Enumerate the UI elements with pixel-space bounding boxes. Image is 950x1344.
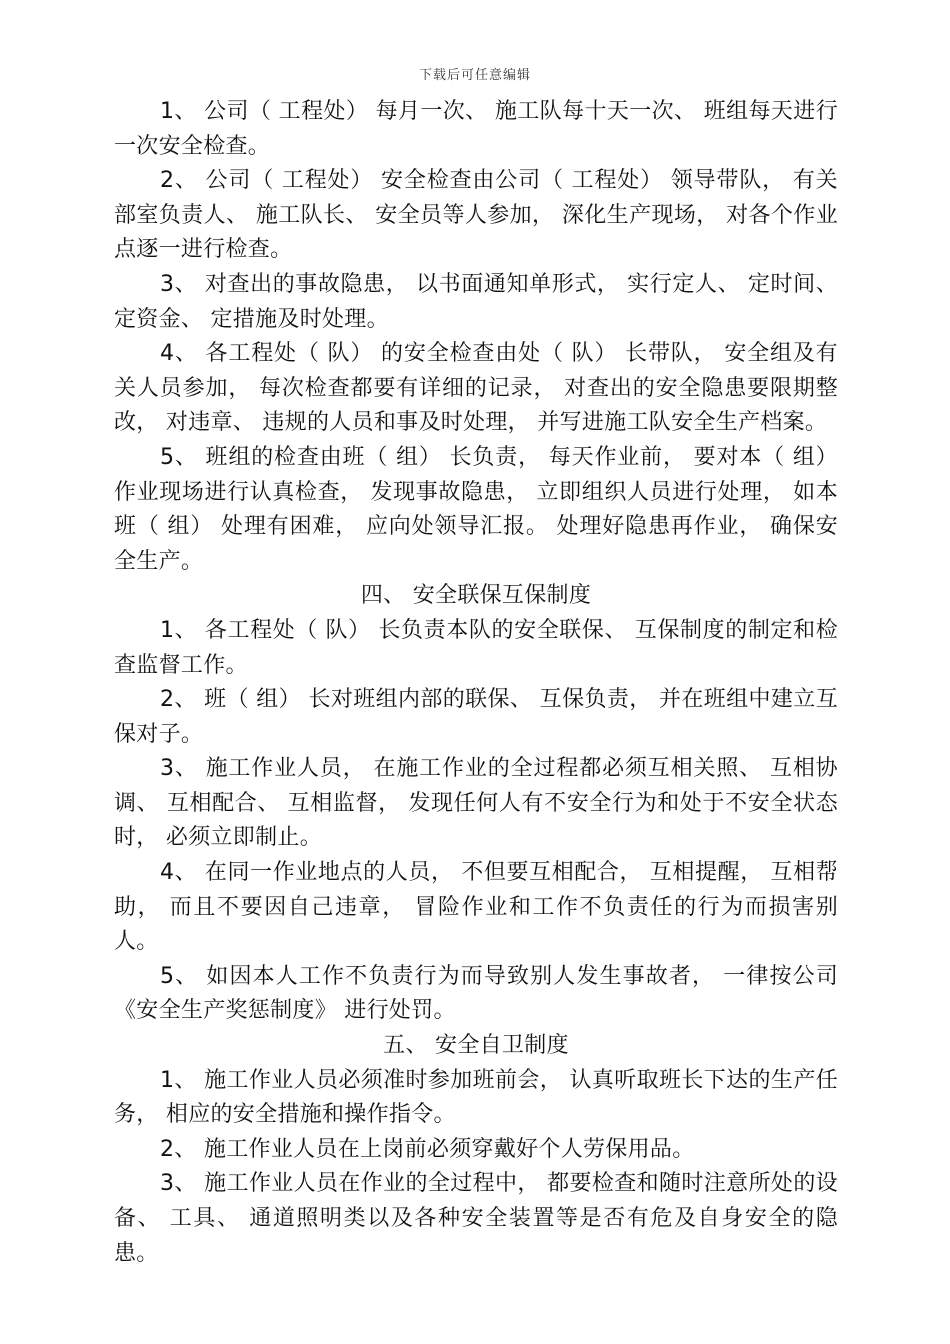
- paragraph: 1、 各工程处（ 队） 长负责本队的安全联保、 互保制度的制定和检查监督工作。: [114, 617, 838, 678]
- section-heading: 四、 安全联保互保制度: [360, 583, 592, 609]
- document-body: [114, 95, 838, 1271]
- paragraph: 5、 班组的检查由班（ 组） 长负责， 每天作业前， 要对本（ 组） 作业现场进行认真检查， 发现事故隐患， 立即组织人员进行处理， 如本班（ 组） 处理有困难， 应向处领导汇报。 处理好隐患再作业， 确保安全生产。: [114, 444, 838, 574]
- paragraph: 1、 施工作业人员必须准时参加班前会， 认真听取班长下达的生产任务， 相应的安全措施和操作指令。: [114, 1067, 838, 1128]
- paragraph: 3、 对查出的事故隐患， 以书面通知单形式， 实行定人、 定时间、 定资金、 定措施及时处理。: [114, 271, 838, 332]
- paragraph: 3、 施工作业人员在作业的全过程中， 都要检查和随时注意所处的设备、 工具、 通道照明类以及各种安全装置等是否有危及自身安全的隐患。: [114, 1171, 838, 1266]
- paragraph: 4、 各工程处（ 队） 的安全检查由处（ 队） 长带队， 安全组及有关人员参加， 每次检查都要有详细的记录， 对查出的安全隐患要限期整改， 对违章、 违规的人员和事及时处理， 并写进施工队安全生产档案。: [114, 341, 838, 436]
- paragraph: 2、 班（ 组） 长对班组内部的联保、 互保负责， 并在班组中建立互保对子。: [114, 687, 838, 747]
- section-heading: 五、 安全自卫制度: [383, 1033, 569, 1059]
- page-header: 下载后可任意编辑: [418, 68, 531, 83]
- paragraph: 2、 施工作业人员在上岗前必须穿戴好个人劳保用品。: [160, 1136, 695, 1162]
- paragraph: 4、 在同一作业地点的人员， 不但要互相配合， 互相提醒， 互相帮助， 而且不要因自己违章， 冒险作业和工作不负责任的行为而损害别人。: [114, 860, 838, 955]
- paragraph: 3、 施工作业人员， 在施工作业的全过程都必须互相关照、 互相协调、 互相配合、 互相监督， 发现任何人有不安全行为和处于不安全状态时， 必须立即制止。: [114, 756, 838, 851]
- paragraph: 1、 公司（ 工程处） 每月一次、 施工队每十天一次、 班组每天进行一次安全检查。: [114, 99, 838, 159]
- paragraph: 2、 公司（ 工程处） 安全检查由公司（ 工程处） 领导带队， 有关部室负责人、 施工队长、 安全员等人参加， 深化生产现场， 对各个作业点逐一进行检查。: [114, 168, 838, 263]
- paragraph: 5、 如因本人工作不负责行为而导致别人发生事故者， 一律按公司《安全生产奖惩制度》 进行处罚。: [114, 963, 838, 1024]
